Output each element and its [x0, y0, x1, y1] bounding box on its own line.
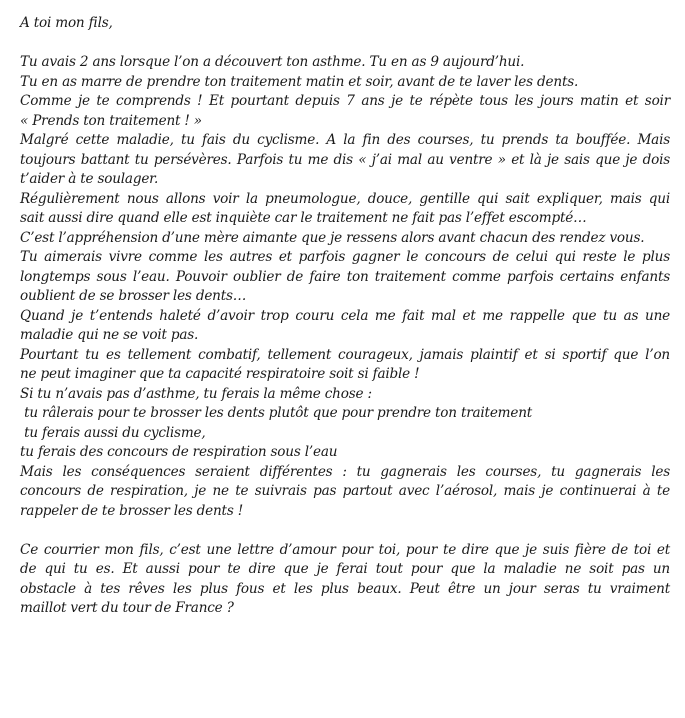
letter-line: sait aussi dire quand elle est inquiète car le traitement ne fait pas l’effet escompté…	[20, 210, 587, 226]
letter-line: Tu avais 2 ans lorsque l’on a découvert ton asthme. Tu en as 9 aujourd’hui.	[20, 54, 525, 70]
letter-line: t’aider à te soulager.	[20, 171, 159, 187]
letter-line: concours de respiration, je ne te suivrais pas partout avec l’aérosol, mais je continuerai à te	[20, 483, 670, 499]
letter-line: Tu aimerais vivre comme les autres et parfois gagner le concours de celui qui reste le plus	[20, 249, 670, 265]
blank-line	[20, 521, 670, 541]
letter-line: tu râlerais pour te brosser les dents plutôt que pour prendre ton traitement	[20, 405, 533, 421]
letter-line: Pourtant tu es tellement combatif, tellement courageux, jamais plaintif et si sportif que l’on	[20, 346, 670, 363]
letter-line: Tu en as marre de prendre ton traitement matin et soir, avant de te laver les dents.	[20, 73, 579, 90]
letter-line: Si tu n’avais pas d’asthme, tu ferais la même chose :	[20, 385, 372, 402]
letter-line: rappeler de te brosser les dents !	[20, 502, 243, 519]
letter-line: longtemps sous l’eau. Pouvoir oublier de faire ton traitement comme parfois certains enfants	[20, 268, 670, 285]
letter-line: de qui tu es. Et aussi pour te dire que je ferai tout pour que la maladie ne soit pas un	[20, 561, 670, 577]
letter-line: tu ferais aussi du cyclisme,	[20, 424, 206, 441]
letter-line: C’est l’appréhension d’une mère aimante que je ressens alors avant chacun des rendez vous.	[20, 229, 645, 246]
letter-line: obstacle à tes rêves les plus fous et les plus beaux. Peut être un jour seras tu vraiment	[20, 580, 670, 597]
letter-line: oublient de se brosser les dents…	[20, 288, 247, 304]
letter-line: Comme je te comprends ! Et pourtant depuis 7 ans je te répète tous les jours matin et soir	[20, 93, 670, 109]
letter-line: maillot vert du tour de France ?	[20, 600, 234, 616]
letter-line: ne peut imaginer que ta capacité respiratoire soit si faible !	[20, 366, 420, 382]
letter-line: toujours battant tu persévères. Parfois tu me dis « j’ai mal au ventre » et là je sais que je dois	[20, 151, 670, 168]
letter-line: maladie qui ne se voit pas.	[20, 327, 199, 343]
letter-line: Mais les conséquences seraient différentes : tu gagnerais les courses, tu gagnerais les	[20, 463, 670, 480]
letter-salutation: A toi mon fils,	[20, 15, 113, 31]
letter-line: Régulièrement nous allons voir la pneumologue, douce, gentille qui sait expliquer, mais qui	[20, 190, 670, 207]
letter-line: Ce courrier mon fils, c’est une lettre d’amour pour toi, pour te dire que je suis fière de toi et	[20, 541, 670, 558]
blank-line	[20, 34, 670, 54]
letter-line: « Prends ton traitement ! »	[20, 112, 202, 129]
letter-line: Quand je t’entends haleté d’avoir trop couru cela me fait mal et me rappelle que tu as une	[20, 307, 670, 324]
letter-line: Malgré cette maladie, tu fais du cyclisme. A la fin des courses, tu prends ta bouffée. Mais	[20, 132, 670, 148]
letter-body	[20, 14, 670, 619]
letter-line: tu ferais des concours de respiration sous l’eau	[20, 444, 338, 460]
